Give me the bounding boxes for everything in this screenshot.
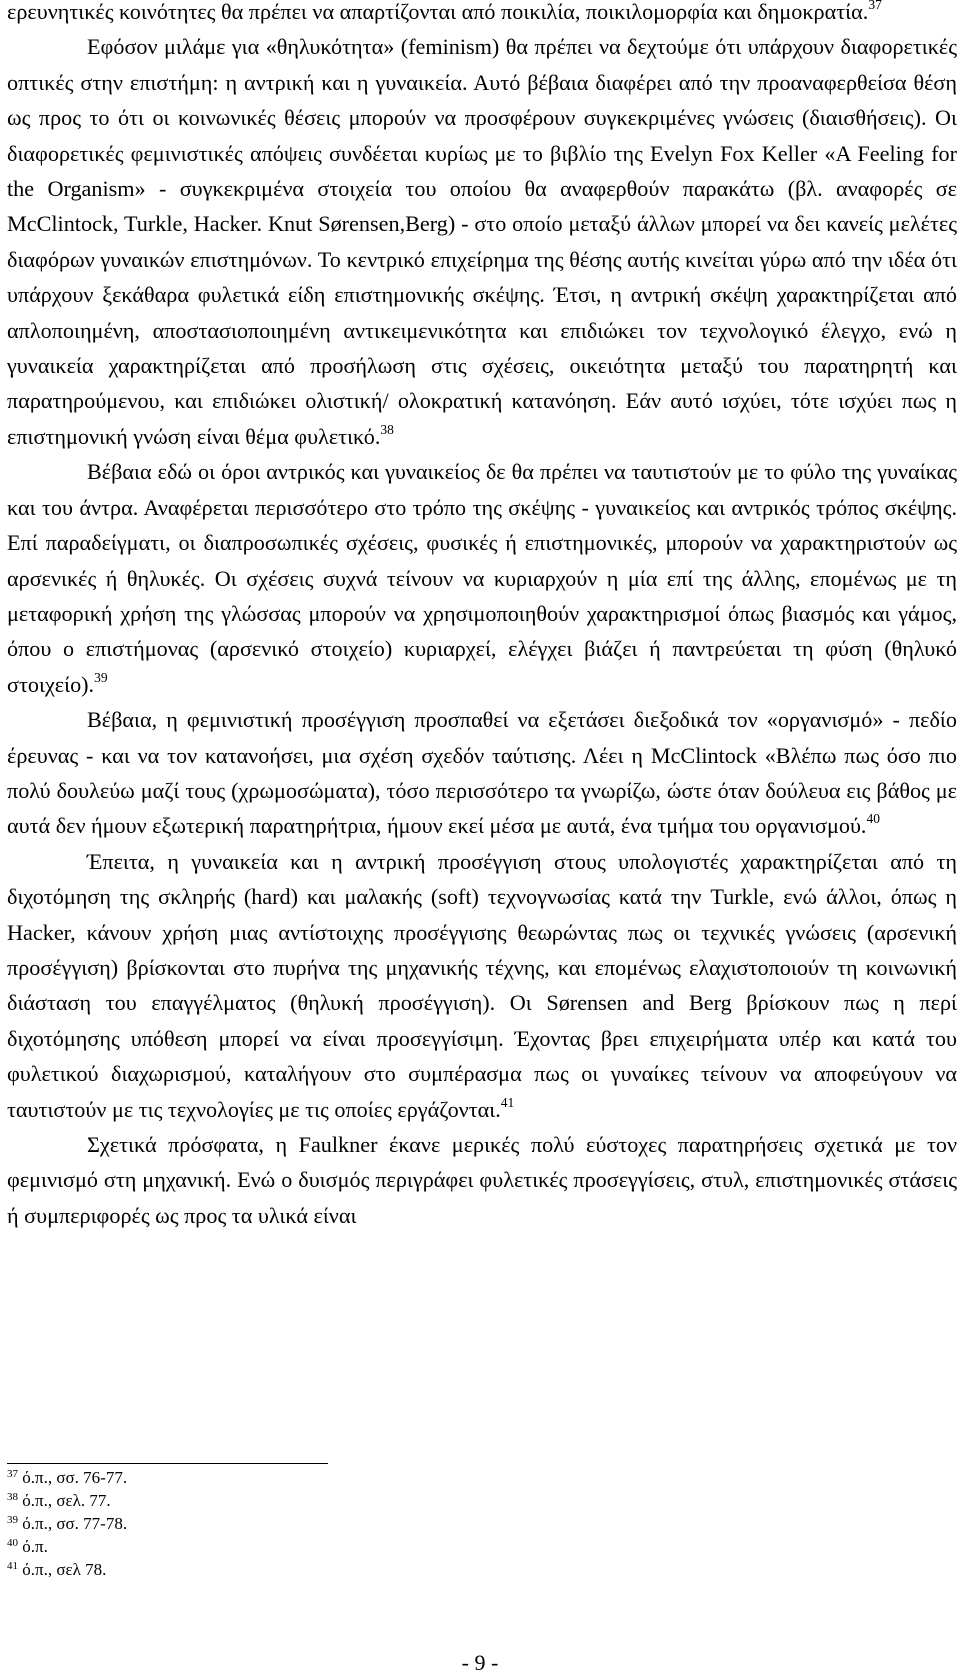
footnote-text: ό.π., σσ. 77-78.: [22, 1514, 128, 1533]
footnote-reference[interactable]: 41: [500, 1094, 515, 1110]
paragraph: [7, 1127, 957, 1233]
paragraph: [7, 29, 957, 454]
footnote: [7, 1535, 907, 1558]
paragraph-text: Εφόσον μιλάμε για «θηλυκότητα» (feminism) θα πρέπει να δεχτούμε ότι υπάρχουν διαφορετικές οπτικές στην επιστήμη: η αντρική και η γυναικεία. Αυτό βέβαια διαφέρει από την προαναφερθείσα θέση ως προς το ότι οι κοινωνικές θέσεις μπορούν να προσφέρουν συγκεκριμένες γνώσεις (διαισθήσεις). Οι διαφορετικές φεμινιστικές απόψεις συνδέεται κυρίως με το βιβλίο της Evelyn Fox Keller «A Feeling for the Organism» - συγκεκριμένα στοιχεία του οποίου θα αναφερθούν παρακάτω (βλ. αναφορές σε McClintock, Turkle, Hacker. Knut Sørensen,Berg) - στο οποίο μεταξύ άλλων μπορεί να δει κανείς μελέτες διαφόρων γυναικών επιστημόνων. Το κεντρικό επιχείρημα της θέσης αυτής κινείται γύρω από την ιδέα ότι υπάρχουν ξεκάθαρα φυλετικά είδη επιστημονικής σκέψης. Έτσι, η αντρική σκέψη χαρακτηρίζεται από απλοποιημένη, αποστασιοποιημένη αντικειμενικότητα και επιδιώκει τον τεχνολογικό έλεγχο, ενώ η γυναικεία χαρακτηρίζεται από προσήλωση στις σχέσεις, οικειότητα μεταξύ του παρατηρητή και παρατηρούμενου, και επιδιώκει ολιστική/ ολοκρατική κατανόηση. Εάν αυτό ισχύει, τότε ισχύει πως η επιστημονική γνώση είναι θέμα φυλετικό.: [7, 34, 957, 449]
footnotes: [7, 1466, 907, 1581]
footnote-text: ό.π., σελ 78.: [22, 1560, 107, 1579]
paragraph-text: Έπειτα, η γυναικεία και η αντρική προσέγγιση στους υπολογιστές χαρακτηρίζεται από τη διχοτόμηση της σκληρής (hard) και μαλακής (soft) τεχνογνωσίας κατά την Turkle, ενώ άλλοι, όπως η Hacker, κάνουν χρήση μιας αντίστοιχης προσέγγισης θεωρώντας πως οι τεχνικές γνώσεις (αρσενική προσέγγιση) βρίσκονται στο πυρήνα της μηχανικής τέχνης, και επομένως ελαχιστοποιούν τη κοινωνική διάσταση του επαγγέλματος (θηλυκή προσέγγιση). Οι Sørensen and Berg βρίσκουν πως η περί διχοτόμησης υπόθεση μπορεί να είναι προσεγγίσιμη. Έχοντας βρει επιχειρήματα υπέρ και κατά του φυλετικού διαχωρισμού, καταλήγουν στο συμπέρασμα πως οι γυναίκες τείνουν να αποφεύγουν να ταυτιστούν με τις τεχνολογίες με τις οποίες εργάζονται.: [7, 848, 957, 1122]
page-number: - 9 -: [461, 1650, 499, 1675]
footnote-number: 39: [7, 1513, 18, 1526]
footnote-text: ό.π., σελ. 77.: [22, 1491, 111, 1510]
footnote-reference[interactable]: 38: [380, 421, 394, 437]
paragraph: [7, 0, 957, 29]
paragraph: [7, 454, 957, 702]
footnote: [7, 1489, 907, 1512]
footnote-reference[interactable]: 37: [868, 0, 882, 12]
paragraph: [7, 844, 957, 1127]
footnote-text: ό.π.: [22, 1537, 48, 1556]
body-text: [7, 0, 957, 1233]
footnote-reference[interactable]: 39: [94, 669, 108, 685]
paragraph-text: Βέβαια εδώ οι όροι αντρικός και γυναικείος δε θα πρέπει να ταυτιστούν με το φύλο της γυναίκας και του άντρα. Αναφέρεται περισσότερο στο τρόπο της σκέψης - γυναικείος και αντρικός τρόπος σκέψης. Επί παραδείγματι, οι διαπροσωπικές σχέσεις, φυσικές ή επιστημονικές, μπορούν να χαρακτηριστούν ως αρσενικές ή θηλυκές. Οι σχέσεις συχνά τείνουν να κυριαρχούν η μία επί της άλλης, επομένως με τη μεταφορική χρήση της γλώσσας μπορούν να χρησιμοποιηθούν χαρακτηρισμοί όπως βιασμός και γάμος, όπου ο επιστήμονας (αρσενικό στοιχείο) κυριαρχεί, ελέγχει βιάζει ή παντρεύεται τη φύση (θηλυκό στοιχείο).: [7, 459, 957, 697]
footnote: [7, 1466, 907, 1489]
footnote-reference[interactable]: 40: [866, 811, 880, 827]
footnote-number: 41: [7, 1559, 18, 1572]
footnote-number: 37: [7, 1467, 18, 1480]
footnote-number: 40: [7, 1536, 18, 1549]
paragraph: [7, 702, 957, 844]
paragraph-text: Βέβαια, η φεμινιστική προσέγγιση προσπαθεί να εξετάσει διεξοδικά τον «οργανισμό» - πεδίο έρευνας - και να τον κατανοήσει, μια σχέση σχεδόν ταύτισης. Λέει η McClintock «Βλέπω πως όσο πιο πολύ δουλεύω μαζί τους (χρωμοσώματα), τόσο περισσότερο τα γνωρίζω, ώστε όταν δούλευα εις βάθος με αυτά δεν ήμουν εξωτερική παρατηρήτρια, ήμουν εκεί μέσα με αυτά, ένα τμήμα του οργανισμού.: [7, 707, 957, 839]
footnote: [7, 1512, 907, 1535]
footnote-number: 38: [7, 1490, 18, 1503]
footnote-text: ό.π., σσ. 76-77.: [22, 1468, 128, 1487]
footnote-separator: [7, 1463, 328, 1464]
paragraph-text: ερευνητικές κοινότητες θα πρέπει να απαρτίζονται από ποικιλία, ποικιλομορφία και δημοκρατία.: [7, 0, 869, 24]
footnote: [7, 1558, 907, 1581]
paragraph-text: Σχετικά πρόσφατα, η Faulkner έκανε μερικές πολύ εύστοχες παρατηρήσεις σχετικά με τον φεμινισμό στη μηχανική. Ενώ ο δυισμός περιγράφει φυλετικές προσεγγίσεις, στυλ, επιστημονικές στάσεις ή συμπεριφορές ως προς τα υλικά είναι: [7, 1132, 957, 1228]
